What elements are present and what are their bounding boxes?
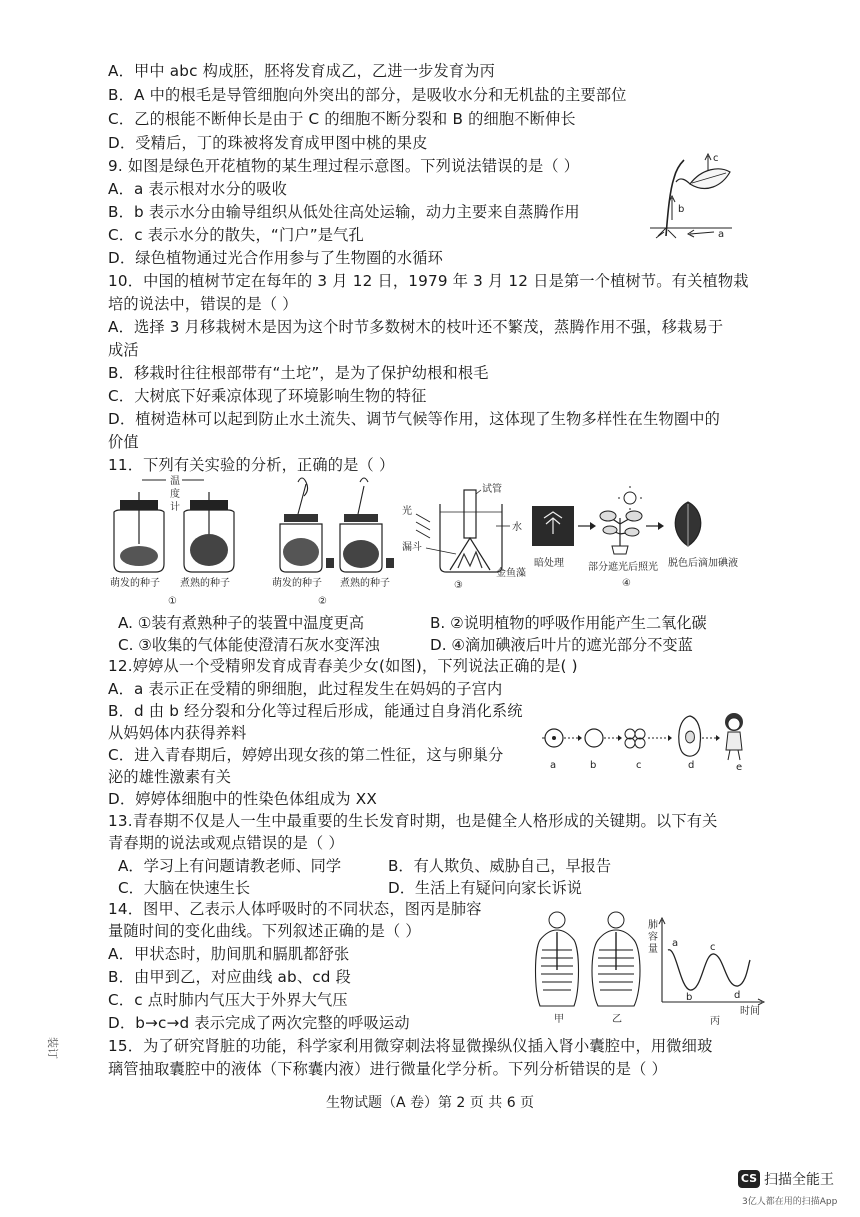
q12-option-c-line2: 泌的雄性激素有关 [108,768,232,786]
page-footer: 生物试题（A 卷）第 2 页 共 6 页 [325,1095,535,1111]
q11-fig2-right-label: 煮熟的种子 [340,578,390,589]
q11-fig1-thermo-char2: 度 [170,489,180,500]
q14-ylabel-char2: 容 [648,932,658,943]
q12-label-b: b [590,760,597,771]
q9-label-b: b [678,204,685,215]
q10-option-b: B．移栽时往往根部带有“土坨”，是为了保护幼根和根毛 [108,364,489,382]
q10-option-d-line1: D．植树造林可以起到防止水土流失、调节气候等作用，这体现了生物多样性在生物圈中的 [108,410,721,428]
q14-label-bing: 丙 [710,1016,720,1027]
scanner-brand-name: 扫描全能王 [764,1171,834,1188]
q10-stem-line2: 培的说法中，错误的是（ ） [108,295,298,313]
q9-option-a: A．a 表示根对水分的吸收 [108,180,287,198]
q14-label-yi: 乙 [612,1014,622,1025]
q11-fig1-right-label: 煮熟的种子 [180,578,230,589]
q12-option-d: D．婷婷体细胞中的性染色体组成为 XX [108,790,377,808]
q11-fig3-plant-label: 金鱼藻 [496,568,526,579]
q11-option-a: A. ①装有煮熟种子的装置中温度更高 [118,614,365,632]
q13-option-a: A．学习上有问题请教老师、同学 [118,857,342,875]
q11-fig1-thermo-char1: 温 [170,476,180,487]
q9-option-c: C．c 表示水分的散失，“门户”是气孔 [108,226,364,244]
q13-option-d: D．生活上有疑问向家长诉说 [388,879,582,897]
q14-option-d: D．b→c→d 表示完成了两次完整的呼吸运动 [108,1014,410,1032]
q12-option-b-line1: B．d 由 b 经分裂和分化等过程后形成，能通过自身消化系统 [108,702,523,720]
q11-fig3-funnel-label: 漏斗 [402,542,422,553]
q11-fig3-light-label: 光 [402,506,412,517]
q14-xlabel: 时间 [740,1006,760,1017]
q13-stem-line2: 青春期的说法或观点错误的是（ ） [108,834,344,852]
q10-option-a-line1: A．选择 3 月移栽树木是因为这个时节多数树木的枝叶还不繁茂，蒸腾作用不强，移栽易于 [108,318,724,336]
q8-option-a: A．甲中 abc 构成胚，胚将发育成乙，乙进一步发育为丙 [108,62,496,80]
q11-stem: 11．下列有关实验的分析，正确的是（ ） [108,456,395,474]
q11-fig2-number: ② [318,596,327,607]
q12-label-d: d [688,760,695,771]
q11-fig3-tube-label: 试管 [482,484,502,495]
q11-fig3-water-label: 水 [512,522,522,533]
q11-fig4-step3-label: 脱色后滴加碘液 [668,558,738,569]
q10-option-a-line2: 成活 [108,341,139,359]
q8-option-b: B．A 中的根毛是导管细胞向外突出的部分，是吸收水分和无机盐的主要部位 [108,86,627,104]
q14-point-c: c [710,942,716,953]
q11-fig1-left-label: 萌发的种子 [110,578,160,589]
q14-stem-line1: 14．图甲、乙表示人体呼吸时的不同状态，图丙是肺容 [108,900,482,918]
scanner-watermark [738,1168,834,1189]
scanner-tagline: 3亿人都在用的扫描App [742,1197,838,1207]
q10-stem-line1: 10．中国的植树节定在每年的 3 月 12 日，1979 年 3 月 12 日是第一个植树节。有关植物栽 [108,272,749,290]
q14-stem-line2: 量随时间的变化曲线。下列叙述正确的是（ ） [108,922,421,940]
q11-fig1-thermo-char3: 计 [170,502,180,513]
q8-option-c: C．乙的根能不断伸长是由于 C 的细胞不断分裂和 B 的细胞不断伸长 [108,110,576,128]
q14-option-b: B．由甲到乙，对应曲线 ab、cd 段 [108,968,352,986]
q15-stem-line1: 15．为了研究肾脏的功能，科学家利用微穿刺法将显微操纵仪插入肾小囊腔中，用微细玻 [108,1037,713,1055]
q11-option-d: D. ④滴加碘液后叶片的遮光部分不变蓝 [430,636,693,654]
q9-label-c: c [713,153,719,164]
q10-option-d-line2: 价值 [108,433,139,451]
q11-fig3-number: ③ [454,580,463,591]
q12-label-c: c [636,760,642,771]
q14-point-d: d [734,990,741,1001]
q14-option-c: C．c 点时肺内气压大于外界大气压 [108,991,348,1009]
q13-option-c: C．大脑在快速生长 [118,879,251,897]
q14-point-a: a [672,938,679,949]
q11-fig4-step2-label: 部分遮光后照光 [588,562,658,573]
q12-option-b-line2: 从妈妈体内获得养料 [108,724,247,742]
q12-label-e: e [736,762,743,772]
q14-option-a: A．甲状态时，肋间肌和膈肌都舒张 [108,945,350,963]
q11-option-b: B. ②说明植物的呼吸作用能产生二氧化碳 [430,614,707,632]
q15-stem-line2: 璃管抽取囊腔中的液体（下称囊内液）进行微量化学分析。下列分析错误的是（ ） [108,1060,667,1078]
q14-ylabel-char3: 量 [648,944,658,955]
q10-option-c: C．大树底下好乘凉体现了环境影响生物的特征 [108,387,427,405]
q12-stem: 12.婷婷从一个受精卵发育成青春美少女(如图)，下列说法正确的是( ) [108,657,578,675]
q11-fig2-left-label: 萌发的种子 [272,578,322,589]
q9-label-a: a [718,229,725,240]
q9-option-d: D．绿色植物通过光合作用参与了生物圈的水循环 [108,249,444,267]
q14-ylabel-char1: 肺 [648,920,658,931]
q11-option-c: C. ③收集的气体能使澄清石灰水变浑浊 [118,636,380,654]
q12-development-figure [540,708,750,772]
q11-fig4-number: ④ [622,578,631,589]
q12-option-c-line1: C．进入青春期后，婷婷出现女孩的第二性征，这与卵巢分 [108,746,504,764]
scanner-logo-icon: CS [738,1170,760,1188]
q14-point-b: b [686,992,693,1003]
q9-plant-figure [646,150,738,240]
q13-option-b: B．有人欺负、威胁自己，早报告 [388,857,612,875]
q13-stem-line1: 13.青春期不仅是人一生中最重要的生长发育时期，也是健全人格形成的关键期。以下有关 [108,812,718,830]
q8-option-d: D．受精后，丁的珠被将发育成甲图中桃的果皮 [108,134,428,152]
q11-fig4-step1-label: 暗处理 [534,558,564,569]
q12-label-a: a [550,760,557,771]
binding-margin-mark: 装订 [46,1037,59,1059]
q14-breathing-figure [526,910,776,1030]
q11-fig1-number: ① [168,596,177,607]
q9-option-b: B．b 表示水分由输导组织从低处往高处运输，动力主要来自蒸腾作用 [108,203,580,221]
q11-experiment-figures [100,474,780,612]
q14-label-jia: 甲 [554,1014,564,1025]
q9-stem: 9. 如图是绿色开花植物的某生理过程示意图。下列说法错误的是（ ） [108,157,580,175]
q12-option-a: A．a 表示正在受精的卵细胞，此过程发生在妈妈的子宫内 [108,680,503,698]
